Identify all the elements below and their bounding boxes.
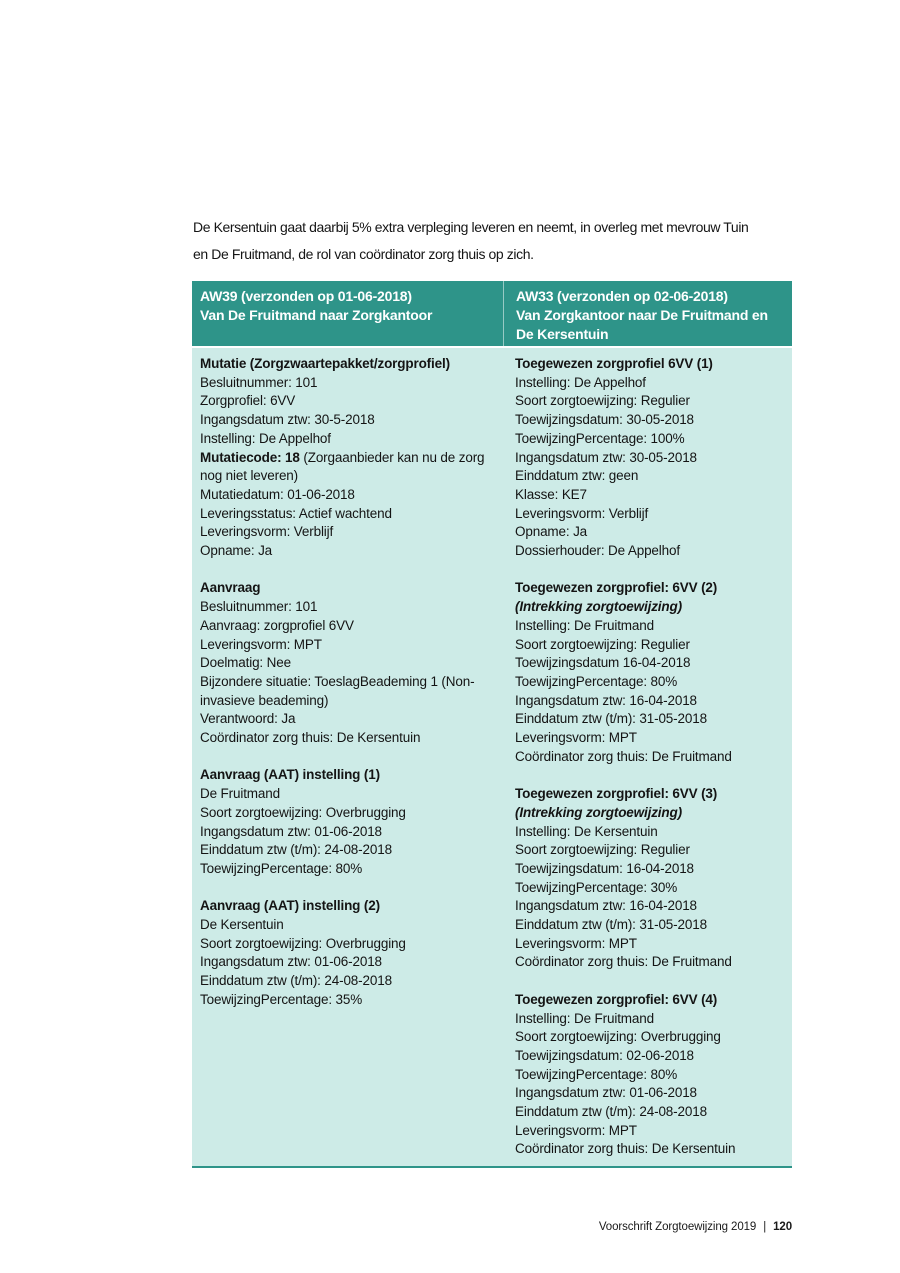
field-line xyxy=(200,486,491,505)
field-text: ToewijzingPercentage: 80% xyxy=(515,1066,678,1082)
field-text: Besluitnummer: 101 xyxy=(200,374,318,390)
table-column-right xyxy=(503,348,792,1166)
field-text: De Fruitmand xyxy=(200,786,280,802)
field-text: Leveringsvorm: Verblijf xyxy=(515,505,649,521)
field-text: Soort zorgtoewijzing: Overbrugging xyxy=(515,1029,721,1045)
field-text: Instelling: De Fruitmand xyxy=(515,617,654,633)
field-line xyxy=(515,860,788,879)
field-text: ToewijzingPercentage: 35% xyxy=(200,991,363,1007)
field-text: Einddatum ztw (t/m): 24-08-2018 xyxy=(515,1104,707,1120)
field-text: Aanvraag xyxy=(200,580,261,596)
field-line xyxy=(515,467,788,486)
field-text: (Intrekking zorgtoewijzing) xyxy=(515,804,682,820)
field-text: Leveringsvorm: MPT xyxy=(515,935,637,951)
field-text: Soort zorgtoewijzing: Overbrugging xyxy=(200,804,406,820)
field-line xyxy=(515,1122,788,1141)
field-line xyxy=(515,841,788,860)
comparison-table xyxy=(192,281,792,1168)
text-line: Van De Fruitmand naar Zorgkantoor xyxy=(200,307,433,323)
field-line xyxy=(515,1103,788,1122)
field-line xyxy=(515,953,788,972)
field-line xyxy=(200,579,491,598)
field-text: ToewijzingPercentage: 30% xyxy=(515,879,678,895)
field-line xyxy=(515,991,788,1010)
field-text: Einddatum ztw (t/m): 31-05-2018 xyxy=(515,917,707,933)
field-line xyxy=(515,1047,788,1066)
field-text: Soort zorgtoewijzing: Overbrugging xyxy=(200,935,406,951)
field-line xyxy=(200,523,491,542)
field-line xyxy=(515,692,788,711)
field-line xyxy=(515,1010,788,1029)
field-line xyxy=(515,374,788,393)
field-text: Toewijzingsdatum: 30-05-2018 xyxy=(515,412,694,428)
text-line: De Kersentuin xyxy=(516,326,609,342)
field-text: ToewijzingPercentage: 80% xyxy=(200,860,363,876)
field-line xyxy=(515,430,788,449)
field-line xyxy=(515,935,788,954)
field-line xyxy=(200,823,491,842)
table-header-right xyxy=(503,281,792,346)
field-line xyxy=(200,766,491,785)
field-line xyxy=(200,598,491,617)
field-text: Ingangsdatum ztw: 30-05-2018 xyxy=(515,449,697,465)
field-text: (Intrekking zorgtoewijzing) xyxy=(515,599,682,615)
field-text: Ingangsdatum ztw: 01-06-2018 xyxy=(515,1085,697,1101)
field-line xyxy=(200,991,491,1010)
field-line xyxy=(200,636,491,655)
footer-separator: | xyxy=(763,1221,767,1233)
field-text: Leveringsvorm: MPT xyxy=(515,730,637,746)
field-text: Dossierhouder: De Appelhof xyxy=(515,543,680,559)
field-line xyxy=(515,1028,788,1047)
field-text: Toewijzingsdatum: 02-06-2018 xyxy=(515,1047,694,1063)
field-text: Instelling: De Appelhof xyxy=(515,374,646,390)
field-line xyxy=(515,710,788,729)
field-text: Ingangsdatum ztw: 16-04-2018 xyxy=(515,692,697,708)
field-text: Aanvraag (AAT) instelling (1) xyxy=(200,767,380,783)
field-line xyxy=(515,392,788,411)
field-line xyxy=(515,916,788,935)
field-text: Soort zorgtoewijzing: Regulier xyxy=(515,636,690,652)
field-text: Ingangsdatum ztw: 30-5-2018 xyxy=(200,412,375,428)
field-line xyxy=(200,392,491,411)
field-text: Mutatiecode: 18 xyxy=(200,449,300,465)
field-text: Toegewezen zorgprofiel: 6VV (4) xyxy=(515,991,718,1007)
field-line xyxy=(200,897,491,916)
text-block xyxy=(515,991,788,1159)
field-line xyxy=(515,598,788,617)
field-text: Zorgprofiel: 6VV xyxy=(200,393,296,409)
footer-title: Voorschrift Zorgtoewijzing 2019 xyxy=(598,1221,757,1233)
field-text: Einddatum ztw: geen xyxy=(515,468,639,484)
text-line: AW39 (verzonden op 01-06-2018) xyxy=(200,288,412,304)
field-line xyxy=(200,617,491,636)
field-line xyxy=(515,411,788,430)
field-line xyxy=(515,486,788,505)
field-text: Aanvraag: zorgprofiel 6VV xyxy=(200,617,354,633)
field-text: Ingangsdatum ztw: 01-06-2018 xyxy=(200,823,382,839)
field-line xyxy=(515,523,788,542)
text-line: Van Zorgkantoor naar De Fruitmand en xyxy=(516,307,768,323)
field-line xyxy=(515,449,788,468)
field-line xyxy=(200,935,491,954)
field-line xyxy=(515,636,788,655)
text-line: AW33 (verzonden op 02-06-2018) xyxy=(516,288,728,304)
field-line xyxy=(515,579,788,598)
field-line xyxy=(515,897,788,916)
field-text: Einddatum ztw (t/m): 24-08-2018 xyxy=(200,842,392,858)
table-body xyxy=(192,346,792,1168)
field-line xyxy=(515,785,788,804)
field-line xyxy=(515,1066,788,1085)
text-block xyxy=(515,785,788,972)
field-line xyxy=(200,355,491,374)
field-line xyxy=(200,804,491,823)
field-line xyxy=(515,355,788,374)
text-block xyxy=(515,579,788,766)
field-text: Soort zorgtoewijzing: Regulier xyxy=(515,842,690,858)
field-text: Toegewezen zorgprofiel: 6VV (2) xyxy=(515,580,718,596)
field-line xyxy=(515,654,788,673)
footer-page-number: 120 xyxy=(773,1221,792,1233)
text-line: en De Fruitmand, de rol van coördinator zorg thuis op zich. xyxy=(193,246,534,262)
field-line xyxy=(200,785,491,804)
field-text: Ingangsdatum ztw: 01-06-2018 xyxy=(200,954,382,970)
field-text: Einddatum ztw (t/m): 24-08-2018 xyxy=(200,973,392,989)
field-line xyxy=(200,841,491,860)
field-text: Leveringsvorm: Verblijf xyxy=(200,524,334,540)
field-text: Toegewezen zorgprofiel: 6VV (3) xyxy=(515,786,718,802)
field-line xyxy=(200,430,491,449)
field-line xyxy=(200,654,491,673)
field-text: Soort zorgtoewijzing: Regulier xyxy=(515,393,690,409)
field-line xyxy=(515,879,788,898)
field-text: Besluitnummer: 101 xyxy=(200,599,318,615)
text-block xyxy=(200,897,491,1009)
field-line xyxy=(515,804,788,823)
field-line xyxy=(200,505,491,524)
field-line xyxy=(200,729,491,748)
field-line xyxy=(200,411,491,430)
field-text: ToewijzingPercentage: 100% xyxy=(515,430,685,446)
field-text: Mutatiedatum: 01-06-2018 xyxy=(200,486,355,502)
text-block xyxy=(200,766,491,878)
field-text: (Zorgaanbieder kan nu de zorg nog niet leveren) xyxy=(200,449,485,484)
field-text: Instelling: De Appelhof xyxy=(200,430,331,446)
field-text: Coördinator zorg thuis: De Kersentuin xyxy=(200,730,421,746)
text-line: De Kersentuin gaat daarbij 5% extra verpleging leveren en neemt, in overleg met mevrouw Tuin xyxy=(193,219,749,235)
field-line xyxy=(200,860,491,879)
text-block xyxy=(200,355,491,561)
field-text: ToewijzingPercentage: 80% xyxy=(515,673,678,689)
field-line xyxy=(515,823,788,842)
field-text: Klasse: KE7 xyxy=(515,486,587,502)
page-footer xyxy=(192,1221,792,1233)
field-text: Doelmatig: Nee xyxy=(200,655,291,671)
intro-paragraph xyxy=(193,214,803,268)
field-line xyxy=(515,673,788,692)
field-text: Toewijzingsdatum 16-04-2018 xyxy=(515,655,691,671)
field-line xyxy=(200,673,491,710)
field-text: Einddatum ztw (t/m): 31-05-2018 xyxy=(515,711,707,727)
field-text: Verantwoord: Ja xyxy=(200,711,296,727)
field-line xyxy=(515,748,788,767)
field-text: Coördinator zorg thuis: De Fruitmand xyxy=(515,954,732,970)
field-text: Toegewezen zorgprofiel 6VV (1) xyxy=(515,356,713,371)
table-header-row xyxy=(192,281,792,346)
field-text: Coördinator zorg thuis: De Kersentuin xyxy=(515,1141,736,1157)
table-header-left xyxy=(192,281,503,346)
field-text: Bijzondere situatie: ToeslagBeademing 1 (Non-invasieve beademing) xyxy=(200,673,475,708)
field-line xyxy=(200,916,491,935)
field-text: Ingangsdatum ztw: 16-04-2018 xyxy=(515,898,697,914)
field-line xyxy=(200,542,491,561)
field-text: Instelling: De Kersentuin xyxy=(515,823,658,839)
field-line xyxy=(200,953,491,972)
field-line xyxy=(200,449,491,486)
field-text: Opname: Ja xyxy=(200,543,273,559)
field-text: Opname: Ja xyxy=(515,524,588,540)
field-line xyxy=(515,1140,788,1159)
field-text: Coördinator zorg thuis: De Fruitmand xyxy=(515,748,732,764)
field-text: Toewijzingsdatum: 16-04-2018 xyxy=(515,860,694,876)
field-text: Leveringsvorm: MPT xyxy=(200,636,322,652)
field-line xyxy=(515,1084,788,1103)
field-line xyxy=(200,710,491,729)
field-text: Leveringsvorm: MPT xyxy=(515,1122,637,1138)
field-line xyxy=(515,617,788,636)
field-line xyxy=(515,542,788,561)
field-text: Leveringsstatus: Actief wachtend xyxy=(200,505,392,521)
field-text: Mutatie (Zorgzwaartepakket/zorgprofiel) xyxy=(200,356,450,371)
text-block xyxy=(515,355,788,561)
field-line xyxy=(515,729,788,748)
field-line xyxy=(200,374,491,393)
table-column-left xyxy=(192,348,503,1166)
field-line xyxy=(200,972,491,991)
field-text: Instelling: De Fruitmand xyxy=(515,1010,654,1026)
text-block xyxy=(200,579,491,747)
field-text: De Kersentuin xyxy=(200,917,284,933)
field-line xyxy=(515,505,788,524)
field-text: Aanvraag (AAT) instelling (2) xyxy=(200,898,380,914)
